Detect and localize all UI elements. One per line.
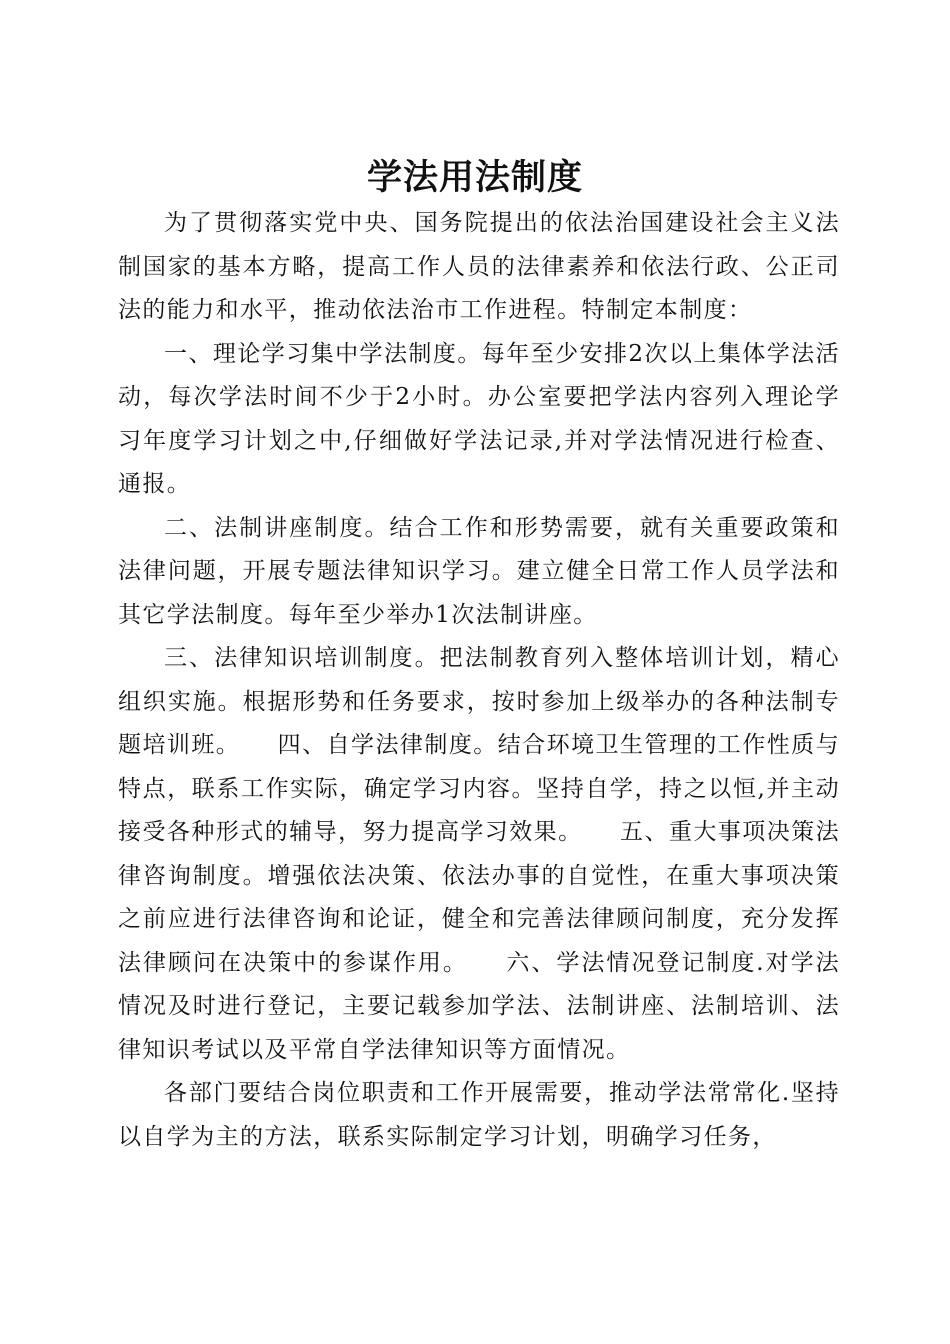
paragraph-closing: 各部门要结合岗位职责和工作开展需要，推动学法常常化.坚持以自学为主的方法，联系实际制定学习计划，明确学习任务， [118, 1080, 840, 1150]
paragraph-intro: 为了贯彻落实党中央、国务院提出的依法治国建设社会主义法制国家的基本方略，提高工作人员的法律素养和依法行政、公正司法的能力和水平，推动依法治市工作进程。特制定本制度： [118, 210, 840, 323]
paragraph-section-1: 一、理论学习集中学法制度。每年至少安排2次以上集体学法活动，每次学法时间不少于2小时。办公室要把学法内容列入理论学习年度学习计划之中,仔细做好学法记录,并对学法情况进行检查、通报。 [118, 340, 840, 497]
document-title: 学法用法制度 [366, 158, 583, 198]
paragraph-sections-3-6: 三、法律知识培训制度。把法制教育列入整体培训计划，精心组织实施。根据形势和任务要求，按时参加上级举办的各种法制专题培训班。 四、自学法律制度。结合环境卫生管理的工作性质与特点，联系工作实际，确定学习内容。坚持自学，持之以恒,并主动接受各种形式的辅导，努力提高学习效果。 五、重大事项决策法律咨询制度。增强依法决策、依法办事的自觉性，在重大事项决策之前应进行法律咨询和论证，健全和完善法律顾问制度，充分发挥法律顾问在决策中的参谋作用。 六、学法情况登记制度.对学法情况及时进行登记，主要记载参加学法、法制讲座、法制培训、法律知识考试以及平常自学法律知识等方面情况。 [118, 645, 840, 1063]
document-body [118, 202, 840, 1159]
paragraph-section-2: 二、法制讲座制度。结合工作和形势需要，就有关重要政策和法律问题，开展专题法律知识学习。建立健全日常工作人员学法和其它学法制度。每年至少举办1次法制讲座。 [118, 514, 840, 628]
